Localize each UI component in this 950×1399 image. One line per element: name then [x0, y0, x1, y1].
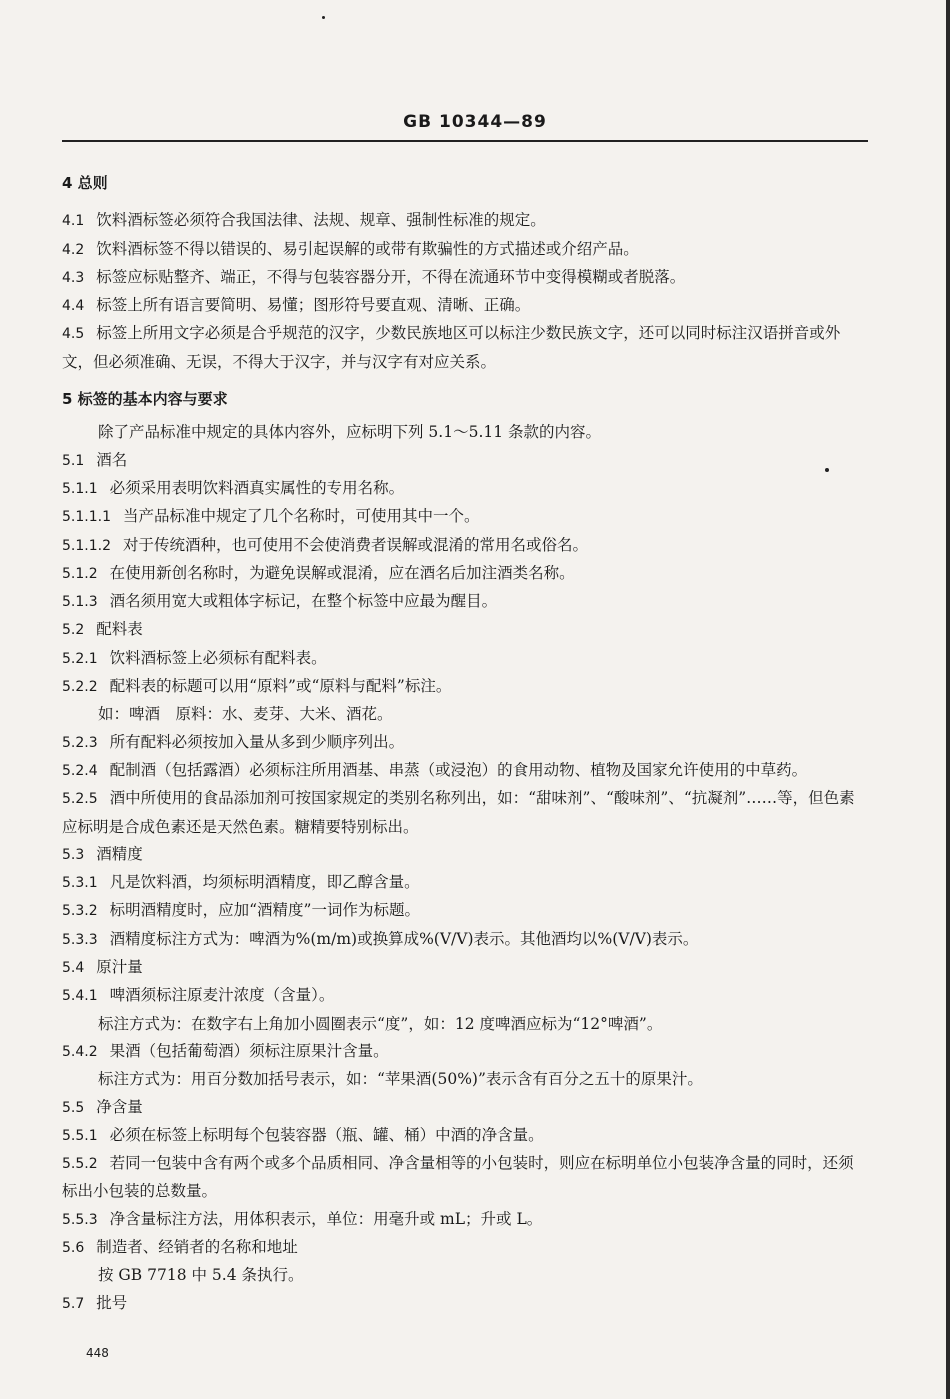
clause-number: 4.2: [62, 241, 85, 258]
clause-number: 5.6: [62, 1239, 85, 1256]
clause-text: 果酒（包括葡萄酒）须标注原果汁含量。: [109, 1041, 389, 1060]
clause-text: 净含量: [96, 1097, 143, 1116]
clause-number: 5.2.3: [62, 734, 98, 751]
clause-5-2-1: [62, 645, 867, 673]
clause-text: 所有配料必须按加入量从多到少顺序列出。: [109, 732, 405, 751]
clause-5-7: [62, 1290, 867, 1318]
clause-5-4-1: [62, 982, 867, 1010]
clause-5-2-4: [62, 757, 867, 785]
clause-number: 5.1.1.1: [62, 509, 111, 526]
scan-speck: [322, 16, 325, 19]
header-rule: [62, 140, 868, 142]
clause-4-2: [62, 236, 867, 264]
clause-text: 啤酒须标注原麦汁浓度（含量）。: [109, 986, 335, 1005]
clause-number: 5.2.5: [62, 791, 98, 808]
clause-5-1-2: [62, 560, 867, 588]
clause-text: 标签上所用文字必须是合乎规范的汉字，少数民族地区可以标注少数民族文字，还可以同时标注汉语拼音或外文，但必须准确、无误，不得大于汉字，并与汉字有对应关系。: [62, 324, 841, 371]
clause-text: 制造者、经销者的名称和地址: [96, 1237, 298, 1256]
clause-text: 标签上所有语言要简明、易懂；图形符号要直观、清晰、正确。: [96, 296, 531, 315]
clause-5-5-3: [62, 1206, 867, 1234]
clause-text: 按 GB 7718 中 5.4 条执行。: [98, 1266, 304, 1285]
clause-text: 标签应标贴整齐、端正，不得与包装容器分开，不得在流通环节中变得模糊或者脱落。: [96, 267, 686, 286]
clause-4-1: [62, 207, 867, 235]
clause-text: 必须采用表明饮料酒真实属性的专用名称。: [109, 478, 405, 497]
clause-4-5: [62, 320, 867, 376]
clause-text: 如：啤酒 原料：水、麦芽、大米、酒花。: [98, 705, 393, 724]
clause-text: 凡是饮料酒，均须标明酒精度，即乙醇含量。: [109, 873, 420, 892]
clause-number: 5.3: [62, 846, 85, 863]
clause-5-2-2: [62, 673, 867, 701]
clause-text: 饮料酒标签不得以错误的、易引起误解的或带有欺骗性的方式描述或介绍产品。: [96, 239, 639, 258]
clause-number: 5.1.3: [62, 594, 98, 611]
clause-text: 配料表的标题可以用“原料”或“原料与配料”标注。: [109, 677, 452, 696]
clause-number: 5.4: [62, 960, 85, 977]
clause-number: 5.1: [62, 452, 85, 469]
clause-number: 5.4.2: [62, 1043, 98, 1060]
clause-text: 标注方式为：用百分数加括号表示，如：“苹果酒(50%)”表示含有百分之五十的原果汁。: [98, 1070, 703, 1089]
section-5-title: 5 标签的基本内容与要求: [62, 390, 228, 409]
clause-number: 5.2: [62, 622, 85, 639]
section-5-clauses: [62, 447, 867, 1318]
clause-number: 5.3.3: [62, 931, 98, 948]
clause-number: 5.1.2: [62, 565, 98, 582]
clause-number: 4.4: [62, 298, 85, 315]
clause-text: 对于传统酒种，也可使用不会使消费者误解或混淆的常用名或俗名。: [122, 535, 588, 554]
clause-number: 5.2.1: [62, 650, 98, 667]
clause-text: 必须在标签上标明每个包装容器（瓶、罐、桶）中酒的净含量。: [109, 1125, 544, 1144]
clause-text: 标注方式为：在数字右上角加小圆圈表示“度”，如：12 度啤酒应标为“12°啤酒”。: [98, 1014, 663, 1033]
clause-number: 5.7: [62, 1295, 85, 1312]
clause-5-4-2: [62, 1038, 867, 1066]
clause-number: 5.5.3: [62, 1211, 98, 1228]
clause-5-3: [62, 841, 867, 869]
document-body: [62, 170, 867, 1318]
clause-5-4: [62, 954, 867, 982]
clause-number: 5.3.1: [62, 875, 98, 892]
page-number: 448: [86, 1346, 109, 1360]
clause-text: 酒精度标注方式为：啤酒为%(m/m)或换算成%(V/V)表示。其他酒均以%(V/V)表示。: [109, 929, 699, 948]
clause-4-3: [62, 264, 867, 292]
clause-4-4: [62, 292, 867, 320]
clause-text: 净含量标注方法，用体积表示，单位：用毫升或 mL；升或 L。: [109, 1209, 543, 1228]
scan-edge: [946, 0, 950, 1399]
clause-text: 若同一包装中含有两个或多个品质相同、净含量相等的小包装时，则应在标明单位小包装净含量的同时，还须标出小包装的总数量。: [62, 1154, 854, 1201]
clause-text: 酒精度: [96, 844, 143, 863]
clause-text: 原汁量: [96, 958, 143, 977]
clause-note: [62, 1262, 867, 1289]
clause-text: 当产品标准中规定了几个名称时，可使用其中一个。: [122, 507, 480, 526]
clause-5-1-1: [62, 475, 867, 503]
clause-5-3-3: [62, 926, 867, 954]
clause-5-2-3: [62, 729, 867, 757]
clause-number: 5.5.1: [62, 1127, 98, 1144]
clause-note: [62, 1011, 867, 1038]
clause-5-3-1: [62, 869, 867, 897]
standard-number-header: GB 10344—89: [403, 112, 547, 132]
section-4-clauses: [62, 207, 867, 376]
clause-number: 5.5.2: [62, 1156, 98, 1173]
clause-5-6: [62, 1234, 867, 1262]
clause-5-2: [62, 616, 867, 644]
clause-text: 酒名: [96, 450, 128, 469]
clause-number: 5.4.1: [62, 988, 98, 1005]
clause-text: 酒中所使用的食品添加剂可按国家规定的类别名称列出，如：“甜味剂”、“酸味剂”、“抗凝剂”……等，但色素应标明是合成色素还是天然色素。糖精要特别标出。: [62, 789, 855, 836]
clause-number: 5.2.4: [62, 762, 98, 779]
clause-5-5-1: [62, 1122, 867, 1150]
clause-number: 5.2.2: [62, 679, 98, 696]
clause-5-1-1-1: [62, 503, 867, 531]
clause-text: 批号: [96, 1293, 128, 1312]
clause-text: 配制酒（包括露酒）必须标注所用酒基、串蒸（或浸泡）的食用动物、植物及国家允许使用的中草药。: [109, 760, 808, 779]
section-5-intro: 除了产品标准中规定的具体内容外，应标明下列 5.1～5.11 条款的内容。: [98, 423, 602, 442]
clause-5-1: [62, 447, 867, 475]
clause-number: 4.3: [62, 269, 85, 286]
clause-number: 5.1.1: [62, 480, 98, 497]
clause-number: 5.1.1.2: [62, 537, 111, 554]
clause-5-2-5: [62, 785, 867, 841]
clause-5-1-3: [62, 588, 867, 616]
section-4-title: 4 总则: [62, 174, 108, 192]
clause-number: 4.1: [62, 213, 85, 230]
clause-number: 5.5: [62, 1099, 85, 1116]
clause-5-3-2: [62, 897, 867, 925]
clause-text: 酒名须用宽大或粗体字标记，在整个标签中应最为醒目。: [109, 592, 498, 611]
clause-number: 4.5: [62, 326, 85, 343]
clause-note: [62, 701, 867, 728]
clause-5-5: [62, 1094, 867, 1122]
clause-text: 标明酒精度时，应加“酒精度”一词作为标题。: [109, 901, 420, 920]
clause-text: 饮料酒标签上必须标有配料表。: [109, 648, 327, 667]
clause-text: 在使用新创名称时，为避免误解或混淆，应在酒名后加注酒类名称。: [109, 563, 575, 582]
clause-text: 配料表: [96, 620, 143, 639]
clause-number: 5.3.2: [62, 903, 98, 920]
clause-5-1-1-2: [62, 532, 867, 560]
clause-5-5-2: [62, 1150, 867, 1206]
clause-text: 饮料酒标签必须符合我国法律、法规、规章、强制性标准的规定。: [96, 211, 546, 230]
clause-note: [62, 1066, 867, 1093]
